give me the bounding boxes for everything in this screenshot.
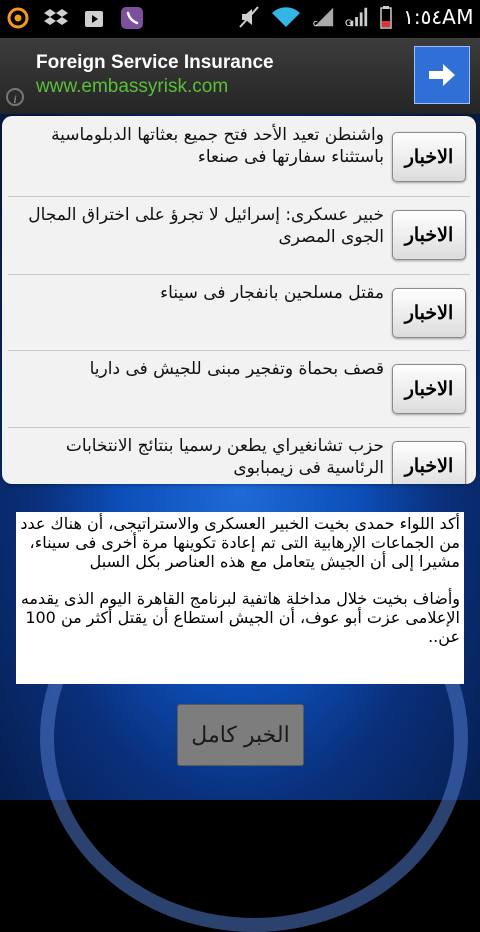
article-excerpt: [16, 512, 464, 684]
mute-icon: [237, 4, 261, 30]
dropbox-icon: [44, 5, 68, 31]
news-button[interactable]: الاخبار: [392, 210, 466, 260]
news-button[interactable]: الاخبار: [392, 132, 466, 182]
app-icon: [6, 5, 30, 31]
clock: ١:٥٤AM: [403, 5, 474, 29]
battery-icon: [379, 4, 393, 30]
list-item[interactable]: [8, 274, 470, 351]
info-icon[interactable]: i: [6, 88, 24, 106]
article-paragraph: وأضاف بخيت خلال مداخلة هاتفية لبرنامج القاهرة اليوم الذى يقدمه الإعلامى عزت أبو عوف، أن الجيش استطاع أن يقتل أكثر من 100 عن..: [20, 589, 460, 646]
play-icon: [82, 5, 106, 31]
full-news-button[interactable]: الخبر كامل: [177, 704, 304, 766]
news-headline[interactable]: واشنطن تعيد الأحد فتح جميع بعثاتها الدبلوماسية باستثناء سفارتها فى صنعاء: [51, 125, 384, 167]
notification-icons: [6, 5, 144, 31]
list-item[interactable]: [8, 196, 470, 275]
news-list[interactable]: [2, 116, 476, 484]
news-headline[interactable]: مقتل مسلحين بانفجار فى سيناء: [160, 283, 384, 303]
news-button[interactable]: الاخبار: [392, 441, 466, 484]
ad-url[interactable]: www.embassyrisk.com: [36, 76, 229, 97]
news-headline[interactable]: حزب تشانغيراي يطعن رسميا بنتائج الانتخابات الرئاسية فى زيمبابوى: [65, 436, 384, 478]
news-button[interactable]: الاخبار: [392, 288, 466, 338]
ad-title[interactable]: Foreign Service Insurance: [36, 52, 274, 73]
list-item[interactable]: [8, 350, 470, 428]
wifi-icon: [271, 4, 301, 30]
news-button[interactable]: الاخبار: [392, 364, 466, 414]
signal-c-icon: [311, 4, 335, 30]
list-item[interactable]: [8, 427, 470, 484]
svg-text:c: c: [312, 18, 319, 29]
article-paragraph: أكد اللواء حمدى بخيت الخبير العسكرى والاستراتيجى، أن هناك عدد من الجماعات الإرهابية التى تم إعادة تكوينها مرة أخرى فى سيناء، مشيرا إلى أن الجيش يتعامل مع هذه العناصر بكل السبل: [20, 514, 460, 571]
news-headline[interactable]: خبير عسكرى: إسرائيل لا تجرؤ على اختراق المجال الجوى المصرى: [28, 205, 384, 247]
viber-icon: [120, 5, 144, 31]
system-icons: [237, 4, 474, 30]
signal-g-icon: [345, 4, 369, 30]
status-bar: [0, 0, 480, 38]
svg-text:G: G: [345, 18, 353, 29]
news-headline[interactable]: قصف بحماة وتفجير مبنى للجيش فى داريا: [89, 359, 384, 379]
list-item[interactable]: [8, 116, 470, 197]
arrow-right-icon[interactable]: [414, 46, 470, 104]
ad-banner[interactable]: [0, 38, 480, 114]
